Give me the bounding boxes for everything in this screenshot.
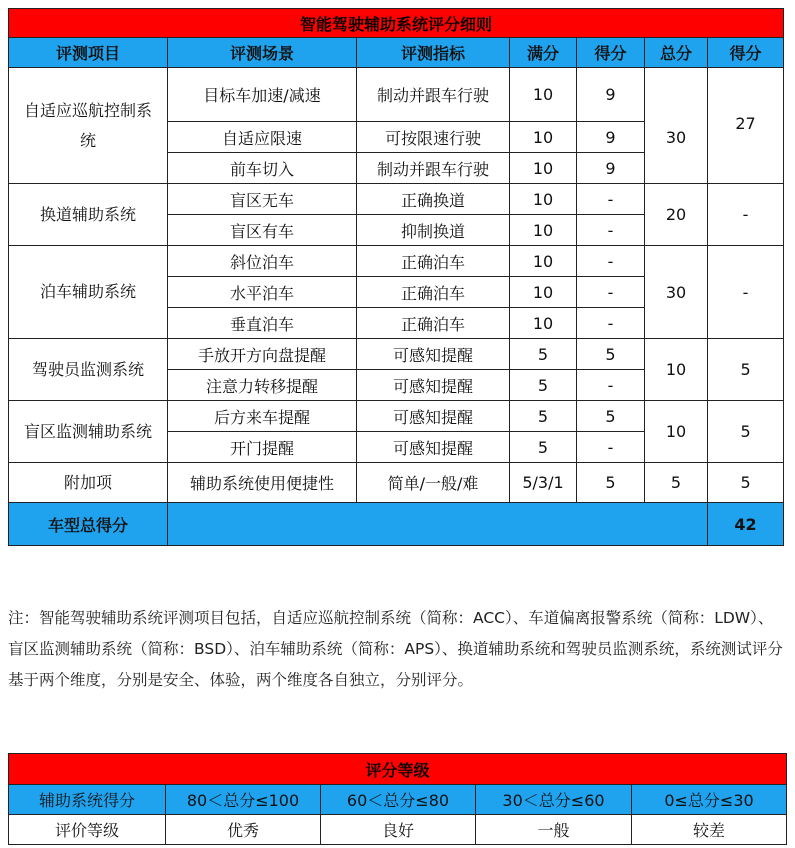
header-cell: 得分 [577,38,645,68]
group-name-cell: 自适应巡航控制系统 [9,68,168,184]
table-row [9,463,784,503]
group-total-cell: 10 [645,339,708,401]
full-score-cell: 5 [510,401,577,432]
metric-cell: 制动并跟车行驶 [357,153,510,184]
score-cell: - [577,432,645,463]
header-cell: 评测项目 [9,38,168,68]
group-score-cell: 5 [708,463,784,503]
group-score-cell: 27 [708,68,784,184]
scene-cell: 垂直泊车 [168,308,357,339]
scene-cell: 斜位泊车 [168,246,357,277]
metric-cell: 可感知提醒 [357,401,510,432]
header-cell: 满分 [510,38,577,68]
score-cell: - [577,308,645,339]
full-score-cell: 5 [510,339,577,370]
scene-cell: 目标车加速/减速 [168,68,357,122]
scene-cell: 辅助系统使用便捷性 [168,463,357,503]
group-score-cell: 5 [708,339,784,401]
score-label-cell: 辅助系统得分 [9,785,166,815]
scene-cell: 水平泊车 [168,277,357,308]
full-score-cell: 10 [510,68,577,122]
table-row [9,401,784,432]
level-label-cell: 评价等级 [9,815,166,845]
full-score-cell: 5/3/1 [510,463,577,503]
metric-cell: 可感知提醒 [357,432,510,463]
range-cell: 80＜总分≤100 [166,785,321,815]
group-score-cell: - [708,246,784,339]
metric-cell: 正确换道 [357,184,510,215]
group-total-cell: 5 [645,463,708,503]
score-cell: 5 [577,339,645,370]
total-row [9,503,784,546]
group-total-cell: 30 [645,246,708,339]
scene-cell: 开门提醒 [168,432,357,463]
header-cell: 总分 [645,38,708,68]
table-row [9,246,784,277]
table-row [9,184,784,215]
score-cell: 5 [577,401,645,432]
level-cell: 较差 [632,815,787,845]
header-cell: 评测场景 [168,38,357,68]
score-cell: - [577,277,645,308]
group-name-cell: 换道辅助系统 [9,184,168,246]
metric-cell: 抑制换道 [357,215,510,246]
full-score-cell: 10 [510,246,577,277]
full-score-cell: 10 [510,122,577,153]
range-cell: 60＜总分≤80 [321,785,476,815]
total-value-cell: 42 [708,503,784,546]
score-cell: 5 [577,463,645,503]
full-score-cell: 10 [510,153,577,184]
score-cell: 9 [577,153,645,184]
table-row [9,68,784,122]
total-blank-cell [168,503,708,546]
score-cell: - [577,246,645,277]
table-title: 智能驾驶辅助系统评分细则 [9,9,784,38]
group-total-cell: 10 [645,401,708,463]
total-label-cell: 车型总得分 [9,503,168,546]
full-score-cell: 10 [510,308,577,339]
level-cell: 良好 [321,815,476,845]
full-score-cell: 10 [510,184,577,215]
metric-cell: 正确泊车 [357,308,510,339]
level-cell: 一般 [476,815,632,845]
group-name-cell: 附加项 [9,463,168,503]
grade-table-title: 评分等级 [9,754,787,785]
range-cell: 0≤总分≤30 [632,785,787,815]
score-cell: 9 [577,122,645,153]
group-name-cell: 盲区监测辅助系统 [9,401,168,463]
scene-cell: 自适应限速 [168,122,357,153]
group-score-cell: 5 [708,401,784,463]
group-total-cell: 20 [645,184,708,246]
group-score-cell: - [708,184,784,246]
scene-cell: 前车切入 [168,153,357,184]
group-name-cell: 泊车辅助系统 [9,246,168,339]
group-name-cell: 驾驶员监测系统 [9,339,168,401]
scoring-table [8,8,784,546]
metric-cell: 可按限速行驶 [357,122,510,153]
metric-cell: 简单/一般/难 [357,463,510,503]
full-score-cell: 10 [510,277,577,308]
table-row [9,339,784,370]
metric-cell: 正确泊车 [357,246,510,277]
score-cell: 9 [577,68,645,122]
range-cell: 30＜总分≤60 [476,785,632,815]
score-cell: - [577,215,645,246]
full-score-cell: 5 [510,370,577,401]
score-cell: - [577,370,645,401]
grade-table [8,753,787,845]
scene-cell: 手放开方向盘提醒 [168,339,357,370]
header-cell: 得分 [708,38,784,68]
scene-cell: 盲区有车 [168,215,357,246]
scene-cell: 注意力转移提醒 [168,370,357,401]
scene-cell: 盲区无车 [168,184,357,215]
group-total-cell: 30 [645,68,708,184]
metric-cell: 可感知提醒 [357,370,510,401]
metric-cell: 正确泊车 [357,277,510,308]
full-score-cell: 5 [510,432,577,463]
level-cell: 优秀 [166,815,321,845]
full-score-cell: 10 [510,215,577,246]
header-cell: 评测指标 [357,38,510,68]
metric-cell: 制动并跟车行驶 [357,68,510,122]
scene-cell: 后方来车提醒 [168,401,357,432]
footnote: 注：智能驾驶辅助系统评测项目包括，自适应巡航控制系统（简称：ACC）、车道偏离报警系统（简称：LDW）、盲区监测辅助系统（简称：BSD）、泊车辅助系统（简称：APS）、换道辅助系统和驾驶员监测系统，系统测试评分基于两个维度，分别是安全、体验，两个维度各自独立，分别评分。 [8,609,783,689]
metric-cell: 可感知提醒 [357,339,510,370]
score-cell: - [577,184,645,215]
